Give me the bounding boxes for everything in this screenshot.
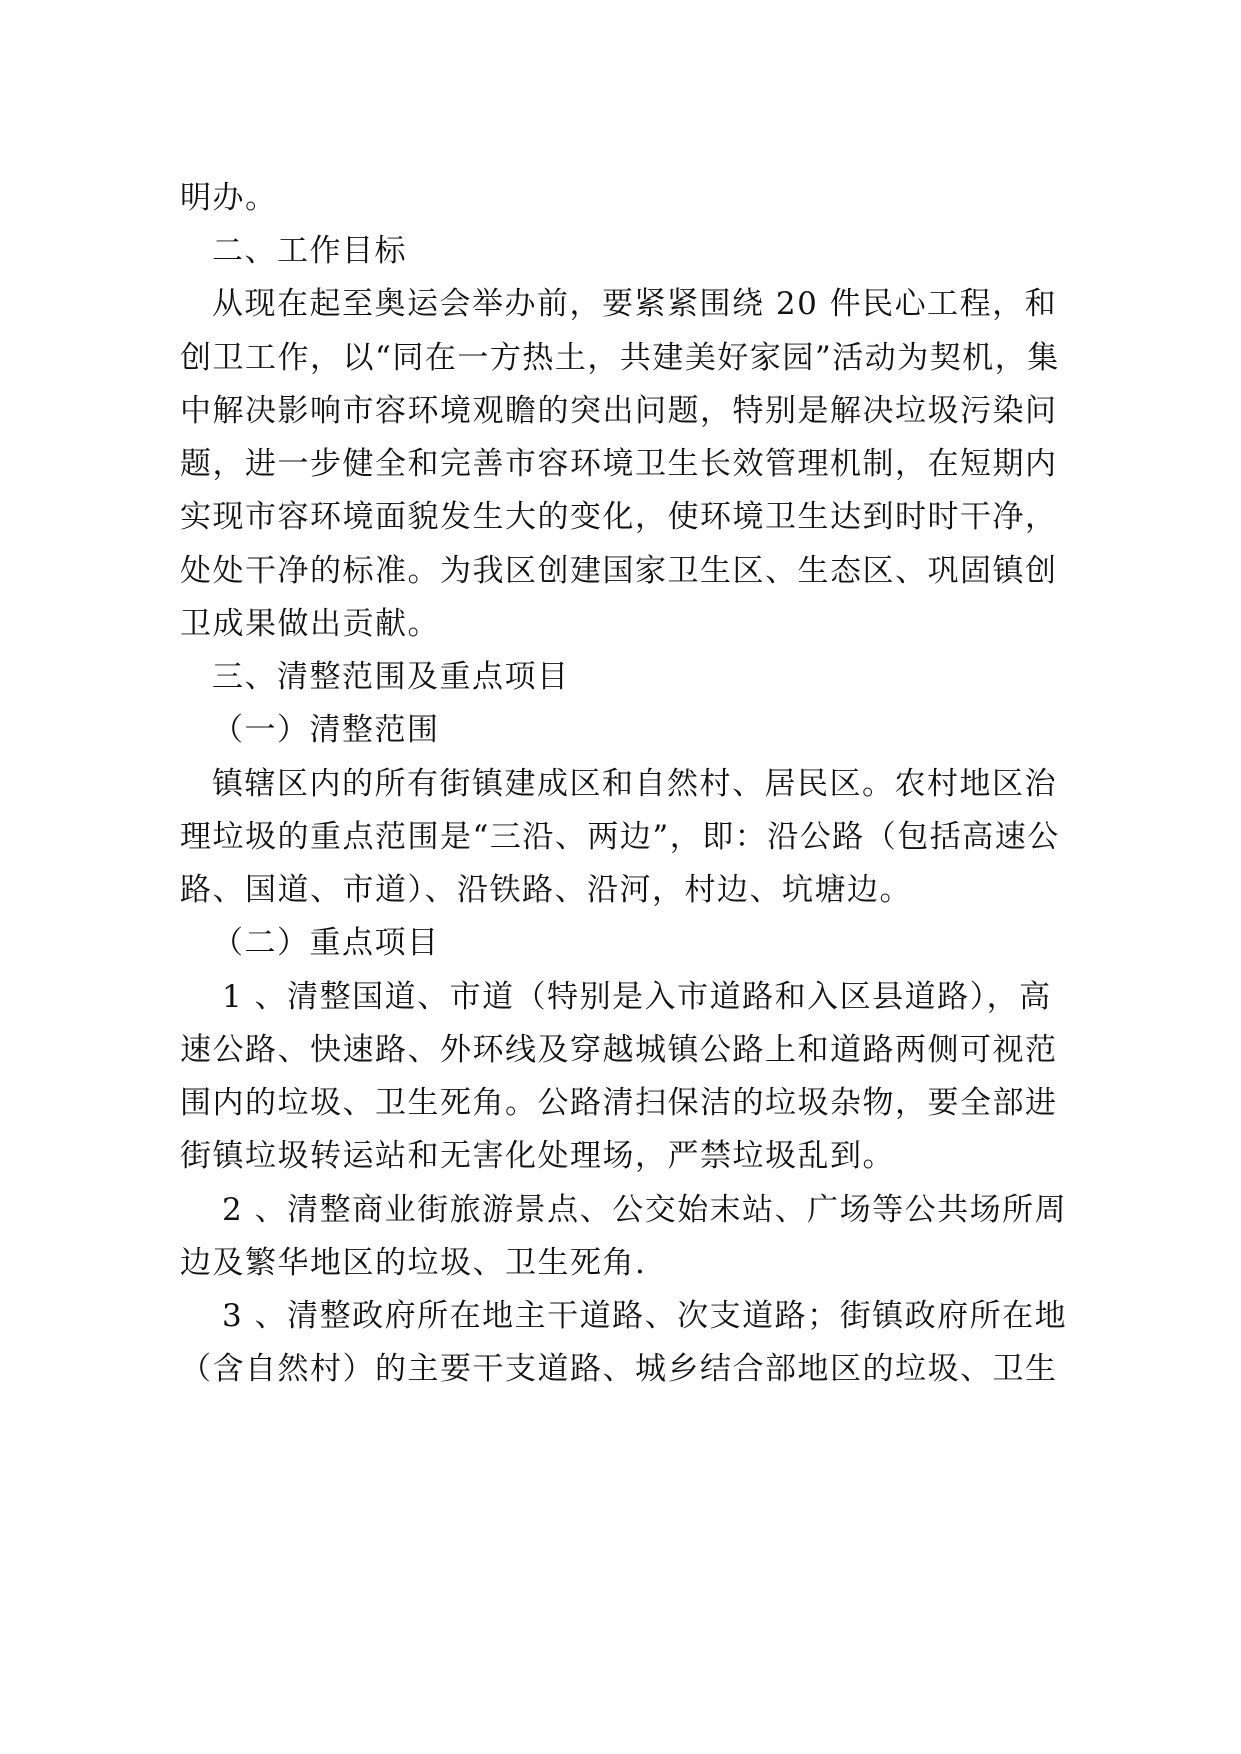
section-heading: 二、工作目标 bbox=[212, 233, 407, 269]
subsection-heading: （一）清整范围 bbox=[212, 712, 440, 748]
text-line: 路、国道、市道）、沿铁路、沿河，村边、坑塘边。 bbox=[180, 872, 912, 908]
section-heading: 三、清整范围及重点项目 bbox=[212, 659, 570, 695]
text-line: 围内的垃圾、卫生死角。公路清扫保洁的垃圾杂物，要全部进 bbox=[180, 1085, 1058, 1121]
text-line: 实现市容环境面貌发生大的变化，使环境卫生达到时时干净， bbox=[180, 499, 1058, 535]
text-line: 处处干净的标准。为我区创建国家卫生区、生态区、巩固镇创 bbox=[180, 553, 1058, 589]
text-line: 明办。 bbox=[180, 180, 278, 216]
text-line: 从现在起至奥运会举办前，要紧紧围绕 20 件民心工程，和 bbox=[212, 286, 1058, 322]
text-line: 速公路、快速路、外环线及穿越城镇公路上和道路两侧可视范 bbox=[180, 1032, 1058, 1068]
text-line: （含自然村）的主要干支道路、城乡结合部地区的垃圾、卫生 bbox=[180, 1351, 1058, 1387]
subsection-heading: （二）重点项目 bbox=[212, 925, 440, 961]
text-line: 题，进一步健全和完善市容环境卫生长效管理机制，在短期内 bbox=[180, 446, 1058, 482]
text-line: 镇辖区内的所有街镇建成区和自然村、居民区。农村地区治 bbox=[212, 766, 1057, 802]
text-line: 1 、清整国道、市道（特别是入市道路和入区县道路），高 bbox=[222, 979, 1052, 1015]
text-line: 卫成果做出贡献。 bbox=[180, 606, 440, 642]
text-line: 街镇垃圾转运站和无害化处理场，严禁垃圾乱到。 bbox=[180, 1138, 895, 1174]
text-line: 2 、清整商业街旅游景点、公交始末站、广场等公共场所周 bbox=[222, 1192, 1068, 1228]
text-line: 理垃圾的重点范围是“三沿、两边”，即：沿公路（包括高速公 bbox=[180, 819, 1060, 855]
text-line: 边及繁华地区的垃圾、卫生死角. bbox=[180, 1245, 647, 1281]
text-line: 创卫工作，以“同在一方热土，共建美好家园”活动为契机，集 bbox=[180, 340, 1060, 376]
text-line: 3 、清整政府所在地主干道路、次支道路；街镇政府所在地 bbox=[222, 1298, 1068, 1334]
text-line: 中解决影响市容环境观瞻的突出问题，特别是解决垃圾污染问 bbox=[180, 393, 1058, 429]
